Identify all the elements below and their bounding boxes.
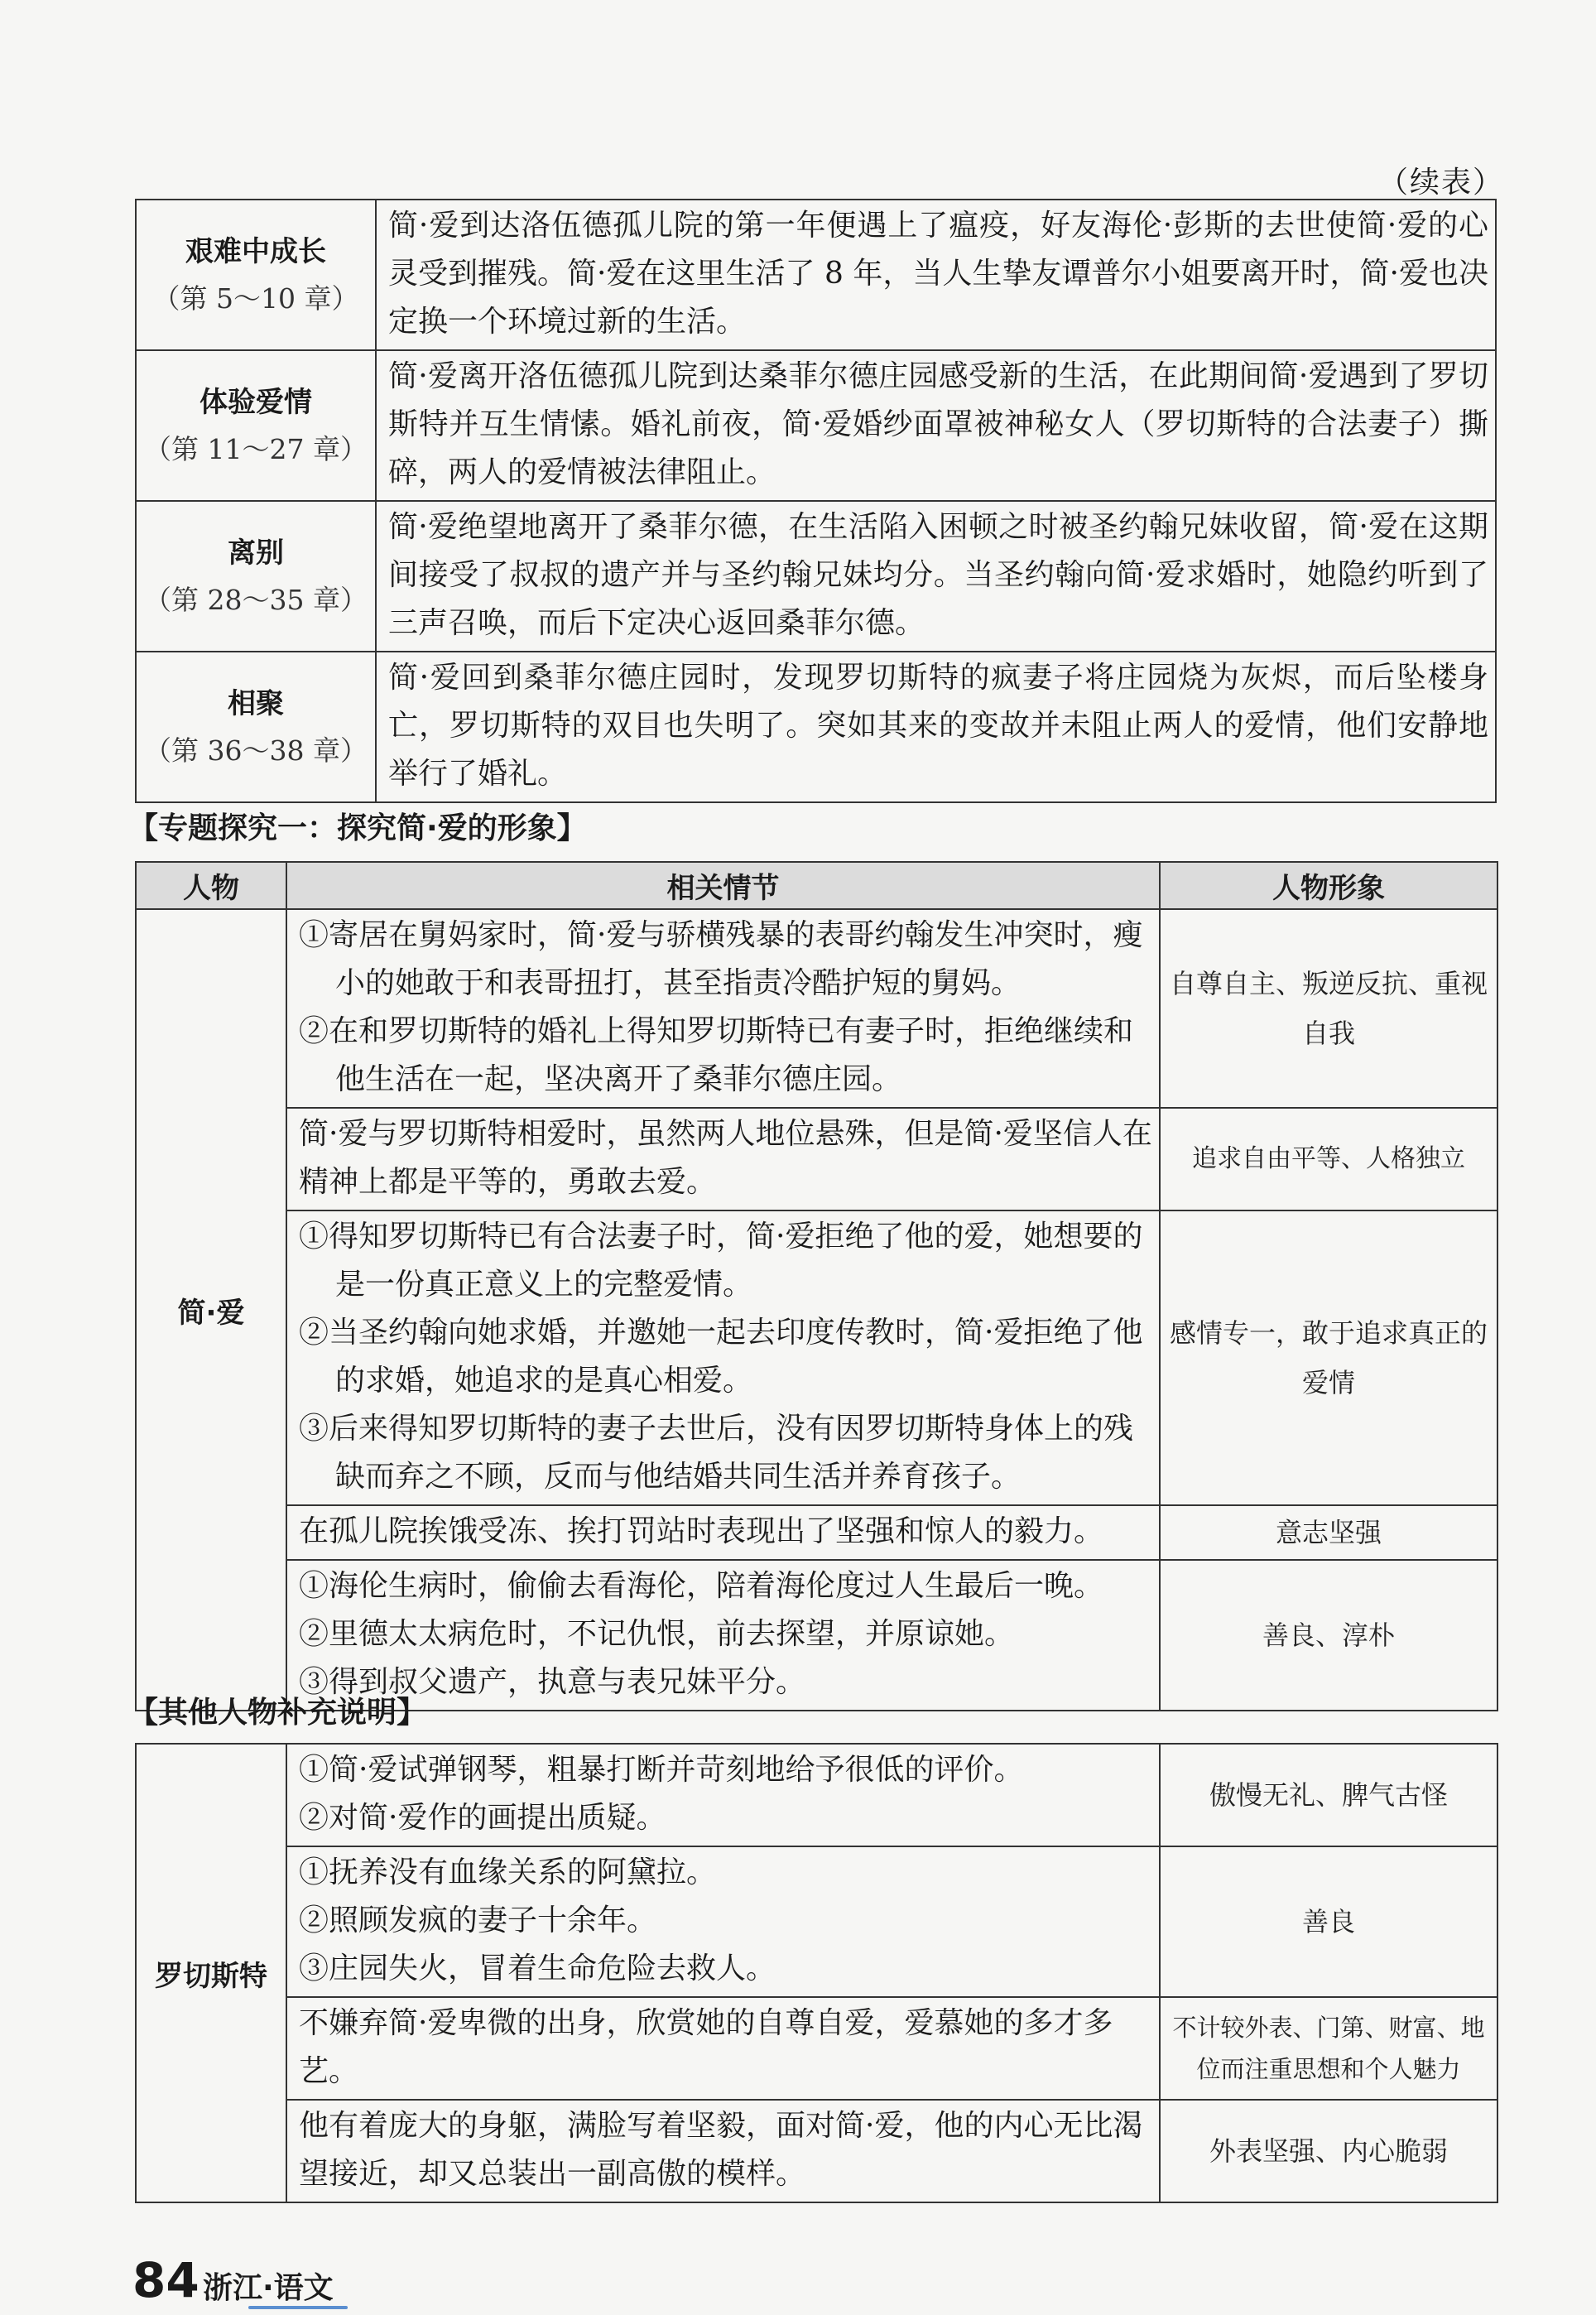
plot-cell <box>286 1846 1160 1997</box>
character-image: 外表坚强、内心脆弱 <box>1160 2100 1497 2202</box>
plot-cell <box>286 1210 1160 1505</box>
chapter-title: 艰难中成长 <box>185 235 326 268</box>
plot-item: ③后来得知罗切斯特的妻子去世后，没有因罗切斯特身体上的残缺而弃之不顾，反而与他结婚共同生活并养育孩子。 <box>299 1412 1134 1494</box>
footer-underline <box>248 2306 348 2309</box>
table-row <box>136 1560 1497 1711</box>
table-row <box>136 1210 1497 1505</box>
table-row <box>136 200 1496 350</box>
header-image: 人物形象 <box>1160 862 1497 909</box>
chapter-cell <box>136 350 376 501</box>
table-header-row <box>136 862 1497 909</box>
character-image: 傲慢无礼、脾气古怪 <box>1160 1744 1497 1846</box>
plot-item: 不嫌弃简·爱卑微的出身，欣赏她的自尊自爱，爱慕她的多才多艺。 <box>299 2006 1113 2088</box>
character-image: 善良、淳朴 <box>1160 1560 1497 1711</box>
plot-item: 在孤儿院挨饿受冻、挨打罚站时表现出了坚强和惊人的毅力。 <box>299 1514 1104 1548</box>
character-image: 追求自由平等、人格独立 <box>1160 1108 1497 1210</box>
character-image: 意志坚强 <box>1160 1505 1497 1560</box>
chapter-description: 简·爱回到桑菲尔德庄园时，发现罗切斯特的疯妻子将庄园烧为灰烬，而后坠楼身亡，罗切斯特的双目也失明了。突如其来的变故并未阻止两人的爱情，他们安静地举行了婚礼。 <box>376 652 1496 802</box>
plot-item: ①简·爱试弹钢琴，粗暴打断并苛刻地给予很低的评价。 <box>299 1753 1024 1787</box>
chapter-title: 体验爱情 <box>200 386 312 419</box>
person-name: 罗切斯特 <box>136 1744 286 2202</box>
chapter-range: （第 11～27 章） <box>144 433 368 465</box>
plot-item: ②照顾发疯的妻子十余年。 <box>299 1903 657 1937</box>
table-row <box>136 1108 1497 1210</box>
plot-cell <box>286 1997 1160 2100</box>
person-name: 简·爱 <box>136 909 286 1711</box>
character-image: 自尊自主、叛逆反抗、重视自我 <box>1160 909 1497 1108</box>
plot-cell <box>286 1744 1160 1846</box>
plot-item: ②当圣约翰向她求婚，并邀她一起去印度传教时，简·爱拒绝了他的求婚，她追求的是真心相爱。 <box>299 1316 1143 1398</box>
chapter-description: 简·爱离开洛伍德孤儿院到达桑菲尔德庄园感受新的生活，在此期间简·爱遇到了罗切斯特并互生情愫。婚礼前夜，简·爱婚纱面罩被神秘女人（罗切斯特的合法妻子）撕碎，两人的爱情被法律阻止。 <box>376 350 1496 501</box>
plot-item: ③得到叔父遗产，执意与表兄妹平分。 <box>299 1665 806 1699</box>
chapter-cell <box>136 501 376 652</box>
table-row <box>136 1744 1497 1846</box>
chapter-cell <box>136 200 376 350</box>
plot-item: 简·爱与罗切斯特相爱时，虽然两人地位悬殊，但是简·爱坚信人在精神上都是平等的，勇敢去爱。 <box>299 1117 1152 1199</box>
section-heading-jane-image: 【专题探究一：探究简·爱的形象】 <box>128 811 587 845</box>
continued-note: （续表） <box>1378 166 1505 200</box>
chapter-title: 相聚 <box>228 687 284 720</box>
table-row <box>136 652 1496 802</box>
jane-image-table <box>135 861 1498 1711</box>
plot-cell <box>286 1505 1160 1560</box>
plot-cell <box>286 909 1160 1108</box>
character-image: 不计较外表、门第、财富、地位而注重思想和个人魅力 <box>1160 1997 1497 2100</box>
rochester-table <box>135 1743 1498 2203</box>
character-image: 善良 <box>1160 1846 1497 1997</box>
plot-item: ①海伦生病时，偷偷去看海伦，陪着海伦度过人生最后一晚。 <box>299 1569 1104 1603</box>
table-row <box>136 1846 1497 1997</box>
header-plot: 相关情节 <box>286 862 1160 909</box>
table-row <box>136 1997 1497 2100</box>
chapter-cell <box>136 652 376 802</box>
plot-item: 他有着庞大的身躯，满脸写着坚毅，面对简·爱，他的内心无比渴望接近，却又总装出一副高傲的模样。 <box>299 2109 1143 2191</box>
plot-item: ②在和罗切斯特的婚礼上得知罗切斯特已有妻子时，拒绝继续和他生活在一起，坚决离开了桑菲尔德庄园。 <box>299 1014 1134 1096</box>
chapter-description: 简·爱到达洛伍德孤儿院的第一年便遇上了瘟疫，好友海伦·彭斯的去世使简·爱的心灵受到摧残。简·爱在这里生活了 8 年，当人生挚友谭普尔小姐要离开时，简·爱也决定换一个环境过新的生活。 <box>376 200 1496 350</box>
header-person: 人物 <box>136 862 286 909</box>
plot-item: ①得知罗切斯特已有合法妻子时，简·爱拒绝了他的爱，她想要的是一份真正意义上的完整爱情。 <box>299 1220 1143 1302</box>
character-image: 感情专一，敢于追求真正的爱情 <box>1160 1210 1497 1505</box>
plot-item: ②里德太太病危时，不记仇恨，前去探望，并原谅她。 <box>299 1617 1015 1651</box>
table-row <box>136 1505 1497 1560</box>
chapter-range: （第 28～35 章） <box>144 584 368 616</box>
chapter-title: 离别 <box>228 537 284 570</box>
page-number: 84 <box>132 2252 200 2308</box>
table-row <box>136 2100 1497 2202</box>
chapter-range: （第 36～38 章） <box>144 734 368 767</box>
table-row <box>136 501 1496 652</box>
table-row <box>136 350 1496 501</box>
plot-item: ②对简·爱作的画提出质疑。 <box>299 1801 666 1835</box>
chapter-range: （第 5～10 章） <box>152 282 359 315</box>
section-heading-other-characters: 【其他人物补充说明】 <box>128 1696 427 1730</box>
plot-item: ①抚养没有血缘关系的阿黛拉。 <box>299 1855 717 1889</box>
chapter-description: 简·爱绝望地离开了桑菲尔德，在生活陷入困顿之时被圣约翰兄妹收留，简·爱在这期间接受了叔叔的遗产并与圣约翰兄妹均分。当圣约翰向简·爱求婚时，她隐约听到了三声召唤，而后下定决心返回桑菲尔德。 <box>376 501 1496 652</box>
table-row <box>136 909 1497 1108</box>
plot-cell <box>286 2100 1160 2202</box>
plot-cell <box>286 1108 1160 1210</box>
plot-item: ③庄园失火，冒着生命危险去救人。 <box>299 1952 776 1985</box>
chapter-summary-table <box>135 199 1497 803</box>
plot-cell <box>286 1560 1160 1711</box>
plot-item: ①寄居在舅妈家时，简·爱与骄横残暴的表哥约翰发生冲突时，瘦小的她敢于和表哥扭打，甚至指责冷酷护短的舅妈。 <box>299 918 1143 1000</box>
footer-subject: 浙江·语文 <box>203 2271 334 2305</box>
